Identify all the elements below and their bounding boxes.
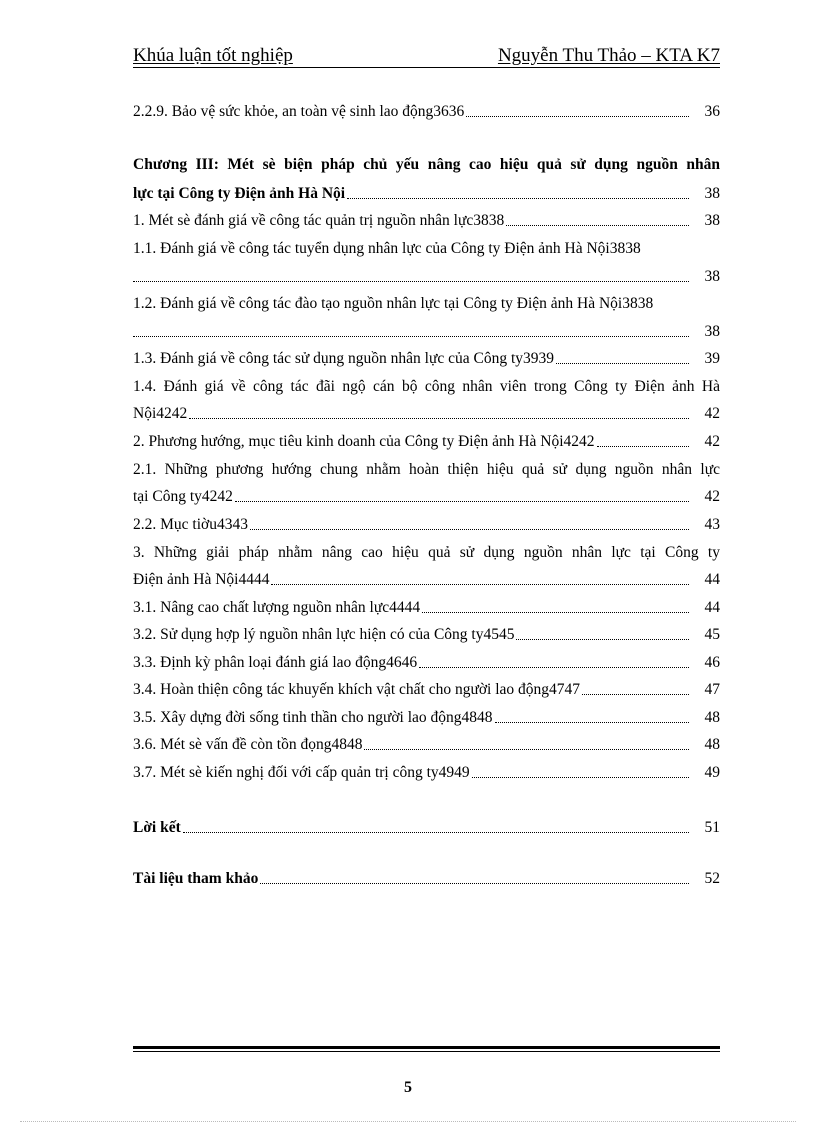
- toc-entry-1-3[interactable]: 1.3. Đánh giá về công tác sử dụng nguồn nhân lực của Công ty3939 39: [133, 346, 720, 372]
- toc-page-number: 42: [704, 433, 720, 450]
- toc-entry-chapter-3[interactable]: lực tại Công ty Điện ảnh Hà Nội 38: [133, 181, 720, 207]
- toc-page-number: 48: [704, 709, 720, 726]
- footer-rule-thick: [133, 1046, 720, 1049]
- toc-page-number: 42: [704, 488, 720, 505]
- header-thesis-title: Khúa luận tốt nghiệp: [133, 45, 293, 66]
- toc-page-number: 47: [704, 681, 720, 698]
- toc-entry-1-1-line1[interactable]: 1.1. Đánh giá về công tác tuyển dụng nhân lực của Công ty Điện ảnh Hà Nội3838: [133, 240, 641, 257]
- toc-page-number: 38: [704, 185, 720, 202]
- toc-entry-2[interactable]: 2. Phương hướng, mục tiêu kinh doanh của Công ty Điện ảnh Hà Nội4242 42: [133, 429, 720, 455]
- toc-page-number: 48: [704, 736, 720, 753]
- toc-page-number: 51: [704, 819, 720, 836]
- toc-entry-chapter-3-line1[interactable]: Chương III: Mét sè biện pháp chủ yếu nâng cao hiệu quả sử dụng nguồn nhân: [133, 156, 720, 173]
- toc-entry-3-3[interactable]: 3.3. Định kỳ phân loại đánh giá lao động4646 46: [133, 650, 720, 676]
- toc-entry-1-4[interactable]: Nội4242 42: [133, 401, 720, 427]
- toc-entry-1-4-line1[interactable]: 1.4. Đánh giá về công tác đãi ngộ cán bộ công nhân viên trong Công ty Điện ảnh Hà: [133, 378, 720, 395]
- toc-entry-3-6[interactable]: 3.6. Mét sè vấn đề còn tồn đọng4848 48: [133, 732, 720, 758]
- toc-page-number: 36: [704, 103, 720, 120]
- toc-page-number: 38: [704, 268, 720, 285]
- header-author: Nguyễn Thu Thảo – KTA K7: [497, 45, 720, 66]
- toc-page-number: 42: [704, 405, 720, 422]
- footer-rule-thin: [133, 1051, 720, 1052]
- toc-entry-2-2-9[interactable]: 2.2.9. Bảo vệ sức khỏe, an toàn vệ sinh lao động3636 36: [133, 99, 720, 125]
- toc-entry-1-2-line1[interactable]: 1.2. Đánh giá về công tác đào tạo nguồn nhân lực tại Công ty Điện ảnh Hà Nội3838: [133, 295, 654, 312]
- toc-page-number: 38: [704, 323, 720, 340]
- toc-page-number: 43: [704, 516, 720, 533]
- toc-page-number: 38: [704, 212, 720, 229]
- toc-entry-3-1[interactable]: 3.1. Nâng cao chất lượng nguồn nhân lực4444 44: [133, 595, 720, 621]
- page-edge: [20, 1121, 796, 1122]
- toc-entry-references[interactable]: Tài liệu tham khảo 52: [133, 866, 720, 892]
- toc-entry-3-line1[interactable]: 3. Những giải pháp nhằm nâng cao hiệu quả sử dụng nguồn nhân lực tại Công ty: [133, 544, 720, 561]
- toc-entry-1-1[interactable]: [133, 264, 720, 290]
- header-rule: [133, 67, 720, 68]
- toc-entry-2-1[interactable]: tại Công ty4242 42: [133, 484, 720, 510]
- toc-page-number: 49: [704, 764, 720, 781]
- toc-entry-2-2[interactable]: 2.2. Mục tiờu4343 43: [133, 512, 720, 538]
- page-header: [133, 43, 720, 67]
- toc-entry-1[interactable]: 1. Mét sè đánh giá về công tác quản trị nguồn nhân lực3838 38: [133, 208, 720, 234]
- toc-page-number: 45: [704, 626, 720, 643]
- toc-entry-3-4[interactable]: 3.4. Hoàn thiện công tác khuyến khích vật chất cho người lao động4747 47: [133, 677, 720, 703]
- toc-entry-3[interactable]: Điện ảnh Hà Nội4444 44: [133, 567, 720, 593]
- toc-entry-1-2[interactable]: [133, 319, 720, 345]
- toc-page-number: 44: [704, 571, 720, 588]
- toc-page-number: 52: [704, 870, 720, 887]
- page-number: 5: [404, 1079, 412, 1096]
- toc-page-number: 46: [704, 654, 720, 671]
- toc-entry-3-5[interactable]: 3.5. Xây dựng đời sống tinh thần cho người lao động4848 48: [133, 705, 720, 731]
- toc-entry-3-7[interactable]: 3.7. Mét sè kiến nghị đối với cấp quản trị công ty4949 49: [133, 760, 720, 786]
- toc-page-number: 39: [704, 350, 720, 367]
- toc-entry-conclusion[interactable]: Lời kết 51: [133, 815, 720, 841]
- toc-entry-2-1-line1[interactable]: 2.1. Những phương hướng chung nhằm hoàn thiện hiệu quả sử dụng nguồn nhân lực: [133, 461, 720, 478]
- toc-entry-3-2[interactable]: 3.2. Sử dụng hợp lý nguồn nhân lực hiện có của Công ty4545 45: [133, 622, 720, 648]
- toc-page-number: 44: [704, 599, 720, 616]
